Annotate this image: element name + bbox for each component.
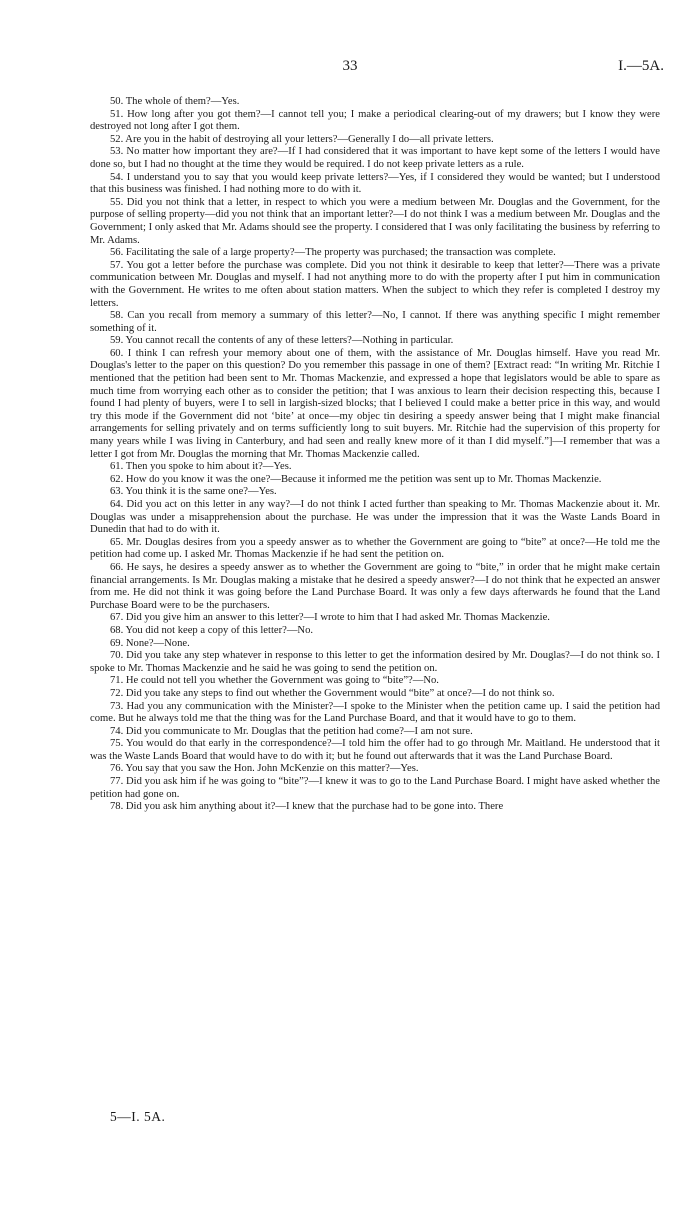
question-answer-paragraph: 57. You got a letter before the purchase was complete. Did you not think it desirable to keep that letter?—There was a private communication between Mr. Douglas and myself. I had not anything more to do with the property after I put him in communication with the Government. He writes to me often about station matters. When the subject to which they refer is completed I destroy my letters. — [90, 259, 660, 309]
question-answer-paragraph: 71. He could not tell you whether the Government was going to “bite”?—No. — [110, 675, 439, 687]
question-answer-paragraph: 58. Can you recall from memory a summary of this letter?—No, I cannot. If there was anything specific I might remember something of it. — [90, 310, 660, 334]
question-answer-paragraph: 77. Did you ask him if he was going to “bite”?—I knew it was to go to the Land Purchase Board. I might have asked whether the petition had gone on. — [90, 776, 660, 800]
question-answer-paragraph: 74. Did you communicate to Mr. Douglas that the petition had come?—I am not sure. — [110, 725, 473, 737]
question-answer-paragraph: 63. You think it is the same one?—Yes. — [110, 486, 277, 498]
question-answer-paragraph: 61. Then you spoke to him about it?—Yes. — [110, 461, 292, 473]
question-answer-paragraph: 75. You would do that early in the correspondence?—I told him the offer had to go through Mr. Maitland. He understood that it was the Waste Lands Board that would have to do with it; but he found out afterwards that it was the Land Purchase Board. — [90, 738, 660, 762]
question-answer-paragraph: 60. I think I can refresh your memory about one of them, with the assistance of Mr. Douglas himself. Have you read Mr. Douglas's letter to the paper on this question? Do you remember this passage in one of them? [Extract read: “In writing Mr. Ritchie I mentioned that the petition had been sent to Mr. Thomas Mackenzie, and expressed a hope that legislators would be able to spare as much time from worrying each other as to consider the petition; that I was anxious to learn their decision respecting this, because I found I had plenty of buyers, were I to sell in largish-sized blocks; that I believed I could make a better price in this way, and would try this mode if the Government did not ‘bite’ at once—my objec tin desiring a speedy answer being that I might make financial arrangements for selling privately and on terms sufficiently long to suit buyers. Mr. Ritchie had the supervision of this property for many years while I was living in Canterbury, and had seen and really knew more of it than I did myself.”]—I remember that was a letter I got from Mr. Douglas the morning that Mr. Thomas Mackenzie called. — [90, 347, 660, 460]
question-answer-paragraph: 72. Did you take any steps to find out whether the Government would “bite” at once?—I do not think so. — [110, 687, 555, 699]
question-answer-paragraph: 78. Did you ask him anything about it?—I knew that the purchase had to be gone into. There — [110, 801, 504, 813]
question-answer-paragraph: 68. You did not keep a copy of this letter?—No. — [110, 624, 314, 636]
question-answer-paragraph: 59. You cannot recall the contents of any of these letters?—Nothing in particular. — [110, 335, 454, 347]
page-number: 33 — [342, 58, 358, 74]
question-answer-paragraph: 53. No matter how important they are?—If I had considered that it was important to have kept some of the letters I would have done so, but I had no thought at the time they would be required. I do not keep private letters as a rule. — [90, 146, 660, 170]
printer-signature: 5—I. 5A. — [110, 1109, 166, 1124]
document-reference: I.—5A. — [618, 58, 664, 74]
question-answer-paragraph: 50. The whole of them?—Yes. — [110, 96, 240, 107]
question-answer-paragraph: 54. I understand you to say that you would keep private letters?—Yes, if I considered they would be wanted; but I understood that this business was finished. I had nothing more to do with it. — [90, 171, 660, 196]
question-answer-paragraph: 76. You say that you saw the Hon. John McKenzie on this matter?—Yes. — [110, 763, 419, 775]
question-answer-paragraph: 73. Had you any communication with the Minister?—I spoke to the Minister when the petition came up. I said the petition had come. But he always told me that the thing was for the Land Purchase Board, and that it would have to go to them. — [90, 700, 660, 725]
question-answer-paragraph: 52. Are you in the habit of destroying all your letters?—Generally I do—all private letters. — [110, 133, 494, 145]
question-answer-paragraph: 64. Did you act on this letter in any way?—I do not think I acted further than speaking to Mr. Thomas Mackenzie about it. Mr. Douglas was under a misapprehension about the purchase. He was under the impression that it was the Waste Lands Board in Dunedin that had to do with it. — [90, 499, 660, 536]
question-answer-paragraph: 62. How do you know it was the one?—Because it informed me the petition was sent up to Mr. Thomas Mackenzie. — [110, 473, 602, 485]
evidence-text — [90, 96, 660, 814]
question-answer-paragraph: 65. Mr. Douglas desires from you a speedy answer as to whether the Government are going to “bite” at once?—He told me the petition had come up. I asked Mr. Thomas Mackenzie if he had sent the petition on. — [90, 536, 660, 561]
question-answer-paragraph: 67. Did you give him an answer to this letter?—I wrote to him that I had asked Mr. Thomas Mackenzie. — [110, 612, 550, 624]
question-answer-paragraph: 51. How long after you got them?—I cannot tell you; I make a periodical clearing-out of my drawers; but I know they were destroyed not long after I got them. — [90, 108, 660, 133]
question-answer-paragraph: 70. Did you take any step whatever in response to this letter to get the information desired by Mr. Douglas?—I do not think so. I spoke to Mr. Thomas Mackenzie and he said he was going to send the petition on. — [90, 650, 660, 674]
question-answer-paragraph: 55. Did you not think that a letter, in respect to which you were a medium between Mr. Douglas and the Government, for the purpose of selling property—did you not think that an important letter?—I do not think I was a medium between Mr. Douglas and the Government; I only asked that Mr. Adams should see the property. I considered that I was only facilitating the business by referring to Mr. Adams. — [90, 196, 660, 246]
page-header — [0, 58, 700, 78]
question-answer-paragraph: 66. He says, he desires a speedy answer as to whether the Government are going to “bite,” in order that he might make certain financial arrangements. Is Mr. Douglas making a mistake that he desired a speedy answer?—I do not think that he expected an answer from me. He did not think it was going before the Land Purchase Board. It was only a few days afterwards he found that the Land Purchase Board were to be the purchasers. — [90, 561, 660, 611]
question-answer-paragraph: 69. None?—None. — [110, 637, 190, 649]
question-answer-paragraph: 56. Facilitating the sale of a large property?—The property was purchased; the transaction was complete. — [110, 247, 556, 259]
